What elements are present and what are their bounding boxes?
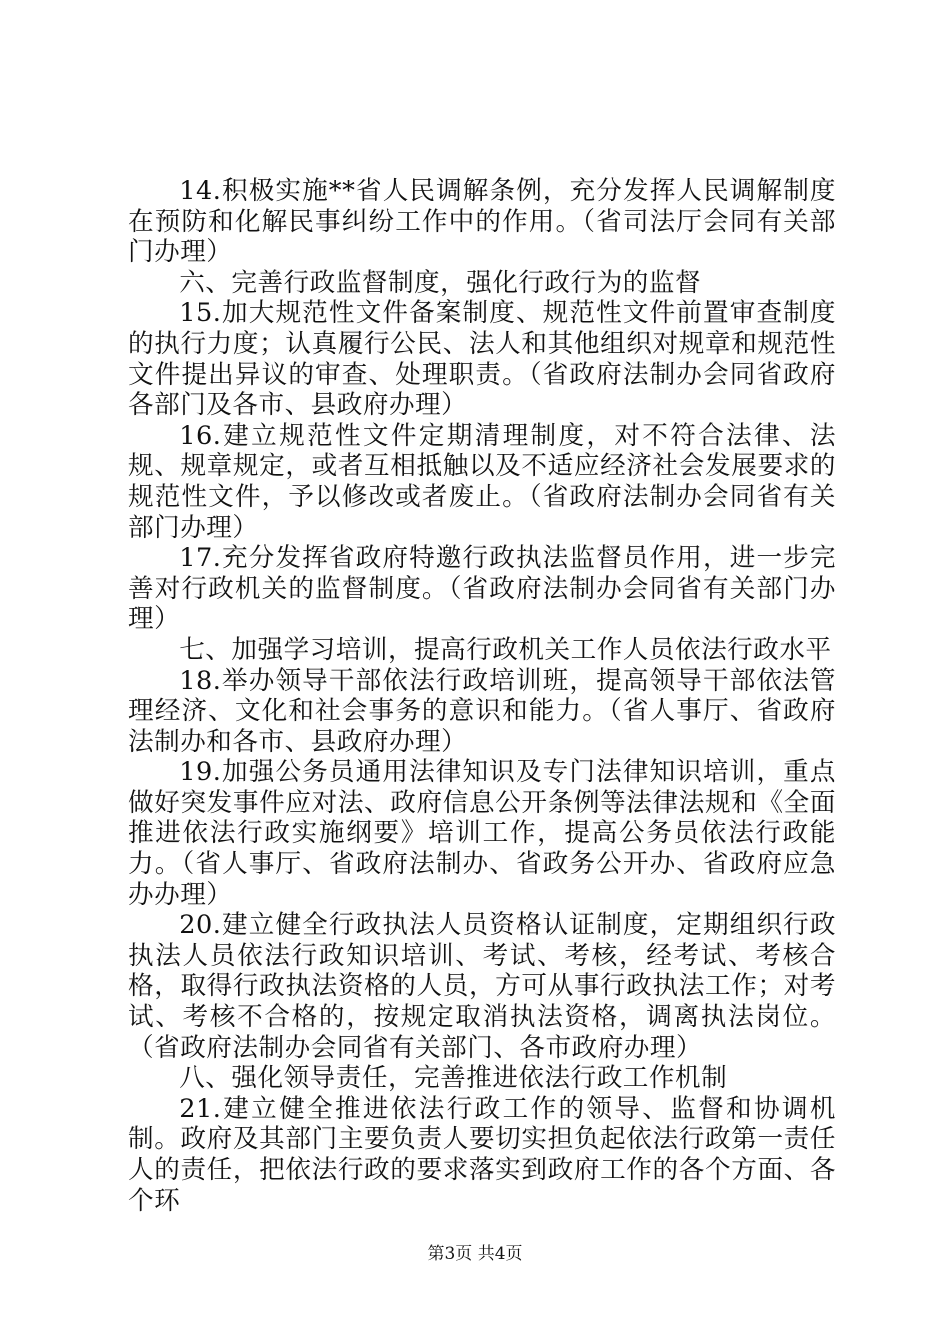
paragraph-item-15: 15.加大规范性文件备案制度、规范性文件前置审查制度的执行力度；认真履行公民、法人和其他组织对规章和规范性文件提出异议的审查、处理职责。（省政府法制办会同省政府各部门及各市、县政府办理） <box>128 298 836 421</box>
paragraph-item-21: 21.建立健全推进依法行政工作的领导、监督和协调机制。政府及其部门主要负责人要切实担负起依法行政第一责任人的责任，把依法行政的要求落实到政府工作的各个方面、各个环 <box>128 1093 836 1216</box>
document-body <box>128 176 836 1216</box>
paragraph-item-20: 20.建立健全行政执法人员资格认证制度，定期组织行政执法人员依法行政知识培训、考试、考核，经考试、考核合格，取得行政执法资格的人员，方可从事行政执法工作；对考试、考核不合格的，按规定取消执法资格，调离执法岗位。（省政府法制办会同省有关部门、各市政府办理） <box>128 910 836 1063</box>
section-heading-6: 六、完善行政监督制度，强化行政行为的监督 <box>179 267 702 298</box>
paragraph-item-18: 18.举办领导干部依法行政培训班，提高领导干部依法管理经济、文化和社会事务的意识和能力。（省人事厅、省政府法制办和各市、县政府办理） <box>128 665 836 757</box>
paragraph-item-17: 17.充分发挥省政府特邀行政执法监督员作用，进一步完善对行政机关的监督制度。（省政府法制办会同省有关部门办理） <box>128 543 836 635</box>
paragraph-item-19: 19.加强公务员通用法律知识及专门法律知识培训，重点做好突发事件应对法、政府信息公开条例等法律法规和《全面推进依法行政实施纲要》培训工作，提高公务员依法行政能力。（省人事厅、省政府法制办、省政务公开办、省政府应急办办理） <box>128 757 836 910</box>
section-heading-7: 七、加强学习培训，提高行政机关工作人员依法行政水平 <box>179 634 832 665</box>
page-footer: 第3页 共4页 <box>427 1244 523 1264</box>
paragraph-item-16: 16.建立规范性文件定期清理制度，对不符合法律、法规、规章规定，或者互相抵触以及不适应经济社会发展要求的规范性文件，予以修改或者废止。（省政府法制办会同省有关部门办理） <box>128 420 836 543</box>
section-heading-8: 八、强化领导责任，完善推进依法行政工作机制 <box>179 1063 728 1094</box>
paragraph-item-14: 14.积极实施**省人民调解条例，充分发挥人民调解制度在预防和化解民事纠纷工作中的作用。（省司法厅会同有关部门办理） <box>128 176 836 268</box>
